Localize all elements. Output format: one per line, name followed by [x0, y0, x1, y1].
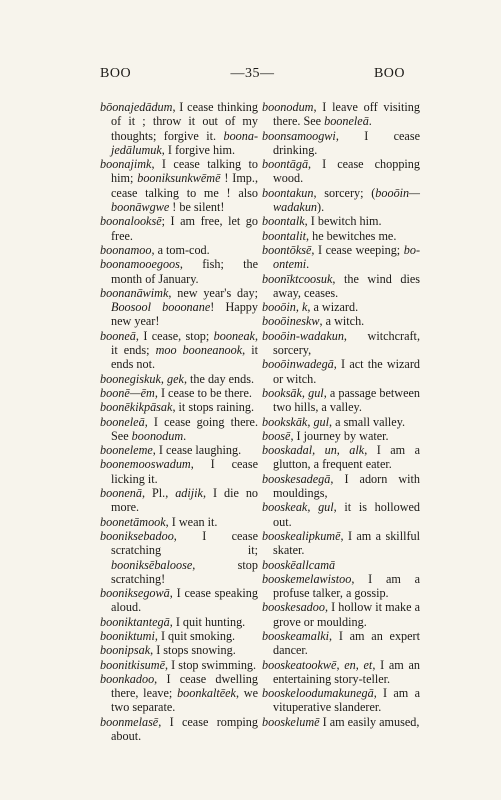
definition-text: , I adorn with mouldings,: [273, 471, 420, 501]
dictionary-entry: [100, 486, 258, 515]
headword-text: booneleā: [324, 114, 369, 129]
definition-text: , I cease licking it.: [111, 457, 258, 486]
definition-text: , I cease, stop;: [135, 328, 214, 343]
headword-text: boonanāwimk: [100, 285, 169, 300]
dictionary-entry: [100, 386, 258, 400]
definition-text: , I stops snowing.: [150, 643, 236, 658]
headword-text: bōonajedādum: [100, 100, 173, 114]
definition-text: , I cease going there. See: [111, 414, 258, 443]
definition-text: , fish; the month of January.: [111, 257, 258, 286]
headword-text: booōin—wadakun: [273, 185, 420, 215]
dictionary-entry: [262, 415, 420, 429]
definition-text: , a tom-cod.: [151, 242, 210, 257]
dictionary-entry: [262, 558, 420, 572]
definition-text: , sorcery; (: [313, 185, 376, 200]
headword-text: booniksebadoo: [100, 528, 174, 543]
headword-text: boonēkikpāsak: [100, 400, 173, 415]
definition-text: , I cease dwelling there, leave;: [111, 671, 258, 701]
definition-text: , it ends not.: [111, 343, 259, 372]
dictionary-entry: [262, 186, 420, 215]
definition-text: , he bewitches me.: [306, 228, 397, 243]
dictionary-entry: [262, 129, 420, 158]
dictionary-entry: [262, 629, 420, 658]
headword-text: boontāgā: [262, 157, 309, 172]
headword-text: booskeamalki: [262, 628, 330, 643]
definition-text: .: [306, 257, 310, 272]
dictionary-entry: [100, 372, 258, 386]
dictionary-entry: [100, 529, 258, 586]
definition-text: , I cease to be there.: [154, 385, 252, 400]
dictionary-entry: [262, 157, 420, 186]
running-header: [100, 66, 405, 86]
definition-text: , I cease weeping;: [311, 242, 404, 257]
dictionary-entry: [100, 715, 258, 744]
definition-text: , I am an expert dancer.: [273, 628, 420, 658]
definition-text: ; I am free, let go free.: [111, 214, 258, 243]
definition-text: , I am a profuse talker, a gossip.: [273, 571, 420, 601]
headword-text: boonkaltēek: [177, 686, 236, 701]
headword-text: boona-jedālumuk: [111, 128, 258, 157]
definition-text: , I die no more.: [111, 486, 259, 515]
definition-text: , I cease talking to him;: [111, 157, 258, 186]
headword-text: booskadal, un, alk: [262, 443, 365, 458]
headword-text: booneā: [100, 328, 136, 343]
dictionary-entry: [262, 500, 420, 529]
definition-text: , a witch.: [319, 314, 365, 329]
headword-text: boontōksē: [262, 242, 312, 257]
definition-text: , I cease drinking.: [273, 128, 420, 157]
dictionary-entry: [262, 658, 420, 687]
header-right-guide-word: BOO: [373, 66, 405, 81]
dictionary-entry: [100, 243, 258, 257]
definition-text: , I cease romping about.: [111, 714, 258, 744]
headword-text: booskemelawistoo: [262, 571, 352, 586]
dictionary-entry: [100, 214, 258, 243]
dictionary-entry: [262, 300, 420, 314]
headword-text: booniksunkwēmē: [137, 171, 221, 186]
headword-text: booniktumi: [100, 628, 155, 643]
dictionary-entry: [100, 615, 258, 629]
headword-text: bookskāk, gul: [262, 414, 330, 429]
definition-text: , a wizard.: [307, 300, 359, 315]
dictionary-entry: [262, 572, 420, 601]
definition-text: .: [368, 114, 372, 129]
headword-text: boonāwgwe: [111, 200, 170, 215]
definition-text: , I hollow it make a grove or moulding.: [273, 600, 420, 629]
headword-text: boonīktcoosuk: [262, 271, 333, 286]
definition-text: , stop scratching!: [111, 557, 258, 586]
definition-text: , Pl.,: [141, 486, 176, 501]
left-column: [100, 100, 258, 743]
headword-text: booneleā: [100, 414, 145, 429]
definition-text: , I am an entertaining story-teller.: [273, 657, 420, 686]
definition-text: , the wind dies away, ceases.: [273, 271, 420, 300]
definition-text: , I cease speaking aloud.: [111, 586, 258, 615]
definition-text: , I stop swimming.: [165, 657, 257, 672]
headword-text: boonamoo: [100, 242, 152, 257]
headword-text: boonegiskuk, gek: [100, 371, 184, 386]
headword-text: booōin, k: [262, 300, 308, 315]
dictionary-entry: [100, 643, 258, 657]
dictionary-entry: [262, 214, 420, 228]
dictionary-entry: [100, 157, 258, 214]
dictionary-entry: [262, 600, 420, 629]
definition-text: , a passage between two hills, a valley.: [273, 385, 420, 415]
definition-text: , I cease laughing.: [152, 443, 242, 458]
definition-text: , I cease thinking of it ; throw it out of my thoughts; forgive it.: [111, 100, 258, 143]
dictionary-entry: [262, 443, 420, 472]
definition-text: , it stops raining.: [172, 400, 255, 415]
header-left-guide-word: BOO: [100, 66, 132, 81]
headword-text: booskēallcamā: [262, 557, 336, 572]
dictionary-entry: [262, 314, 420, 328]
definition-text: , the day ends.: [183, 371, 254, 386]
definition-text: , I wean it.: [165, 514, 218, 529]
headword-text: boonodum: [262, 100, 314, 114]
headword-text: boontakun: [262, 185, 314, 200]
dictionary-entry: [262, 686, 420, 715]
dictionary-entry: [100, 672, 258, 715]
dictionary-entry: [100, 415, 258, 444]
page-number: —35—: [230, 66, 275, 81]
headword-text: boonipsak: [100, 643, 151, 658]
definition-text: , I am a skillful skater.: [273, 528, 420, 558]
dictionary-entry: [100, 286, 258, 329]
definition-text: , I am a glutton, a frequent eater.: [273, 443, 420, 472]
definition-text: , I act the wizard or witch.: [273, 357, 420, 386]
definition-text: , it ends;: [111, 328, 258, 358]
definition-text: , I forgive him.: [161, 142, 236, 157]
definition-text: , we two separate.: [111, 686, 258, 715]
dictionary-entry: [262, 529, 420, 558]
dictionary-entry: [262, 100, 420, 129]
headword-text: boonē—ēm: [100, 385, 155, 400]
dictionary-entry: [100, 457, 258, 486]
definition-text: , I bewitch him.: [304, 214, 382, 229]
headword-text: boonamooegoos: [100, 257, 180, 272]
right-column: [262, 100, 420, 729]
headword-text: bo-ontemi: [273, 242, 420, 272]
headword-text: booskelumē: [262, 714, 320, 729]
dictionary-entry: [100, 658, 258, 672]
headword-text: booskesadegā: [262, 471, 331, 486]
headword-text: booneleme: [100, 443, 153, 458]
definition-text: , new year's day;: [168, 285, 258, 300]
headword-text: booskeatookwē, en, et: [262, 657, 373, 672]
dictionary-columns: [100, 100, 420, 780]
dictionary-entry: [262, 386, 420, 415]
dictionary-entry: [100, 629, 258, 643]
definition-text: , I journey by water.: [290, 428, 389, 443]
headword-text: booskeak, gul: [262, 500, 334, 515]
definition-text: , I quit smoking.: [154, 628, 236, 643]
headword-text: boosē: [262, 428, 291, 443]
headword-text: boonenā: [100, 486, 142, 501]
definition-text: .: [183, 428, 187, 443]
headword-text: boonodum: [131, 428, 184, 443]
headword-text: booniksēbaloose: [111, 557, 193, 572]
headword-text: boonemooswadum: [100, 457, 191, 472]
headword-text: booniktantegā: [100, 614, 170, 629]
headword-text: booksāk, gul: [262, 385, 324, 400]
dictionary-entry: [262, 472, 420, 501]
dictionary-entry: [262, 272, 420, 301]
headword-text: booskesadoo: [262, 600, 325, 615]
dictionary-entry: [262, 715, 420, 729]
definition-text: , a small valley.: [329, 414, 406, 429]
headword-text: adijik: [175, 486, 203, 501]
dictionary-entry: [262, 429, 420, 443]
headword-text: boonalooksē: [100, 214, 162, 229]
definition-text: ! be silent!: [169, 200, 225, 215]
headword-text: boonkadoo: [100, 671, 155, 686]
dictionary-entry: [100, 443, 258, 457]
dictionary-entry: [100, 515, 258, 529]
definition-text: , it is hollowed out.: [273, 500, 421, 529]
headword-text: booōinwadegā: [262, 357, 334, 372]
headword-text: booōineskw: [262, 314, 320, 329]
headword-text: boonetāmook: [100, 514, 166, 529]
headword-text: booskealipkumē: [262, 528, 341, 543]
headword-text: booōin-wadakun: [262, 328, 344, 343]
definition-text: , I cease chopping wood.: [273, 157, 420, 186]
definition-text: ! Happy new year!: [111, 300, 258, 329]
dictionary-entry: [100, 400, 258, 414]
dictionary-entry: [262, 229, 420, 243]
dictionary-entry: [100, 100, 258, 157]
headword-text: booniksegowā: [100, 586, 170, 601]
definition-text: ! Imp., cease talking to me ! also: [111, 171, 258, 200]
headword-text: boonmelasē: [100, 714, 159, 729]
headword-text: boontalk: [262, 214, 305, 229]
headword-text: boonajimk: [100, 157, 152, 172]
dictionary-entry: [262, 243, 420, 272]
definition-text: ).: [317, 200, 325, 215]
headword-text: booneak: [213, 328, 255, 343]
dictionary-entry: [262, 357, 420, 386]
definition-text: , I leave off visiting there. See: [273, 100, 420, 129]
dictionary-entry: [262, 329, 420, 358]
headword-text: booskeloodumakunegā: [262, 686, 374, 701]
dictionary-entry: [100, 329, 258, 372]
dictionary-entry: [100, 586, 258, 615]
headword-text: Boosool booonane: [111, 300, 211, 315]
headword-text: moo booneanook: [155, 343, 243, 358]
definition-text: , I cease scratching it;: [111, 528, 258, 558]
definition-text: I am easily amused,: [319, 714, 420, 729]
definition-text: , I am a vituperative slanderer.: [273, 686, 420, 715]
dictionary-entry: [100, 257, 258, 286]
headword-text: boonitkisumē: [100, 657, 165, 672]
definition-text: , I quit hunting.: [169, 614, 246, 629]
headword-text: boonsamoogwi: [262, 128, 336, 143]
definition-text: , witchcraft, sorcery,: [273, 328, 420, 358]
headword-text: boontalit: [262, 228, 307, 243]
